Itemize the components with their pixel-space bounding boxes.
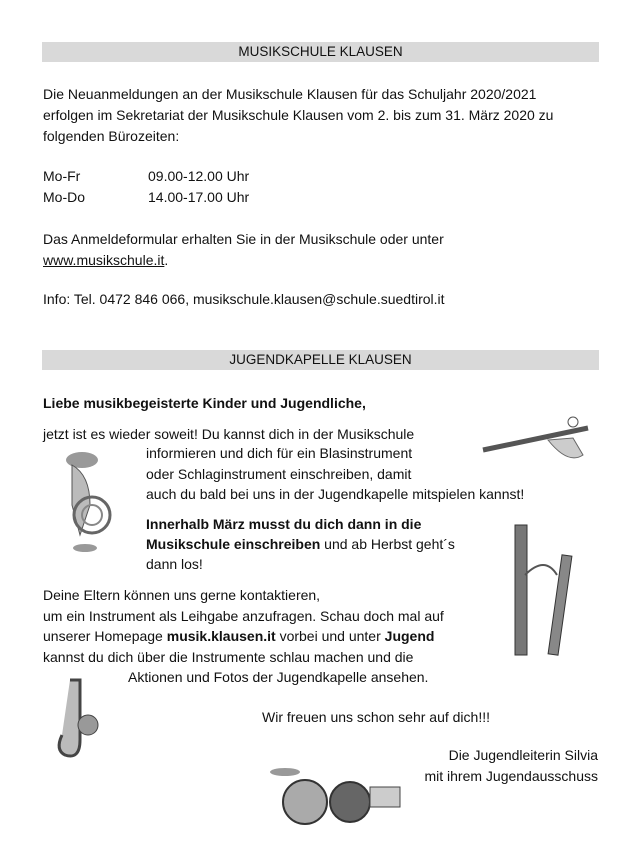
info-line: Info: Tel. 0472 846 066, musikschule.klausen@schule.suedtirol.it bbox=[43, 291, 445, 307]
paragraph-line: informieren und dich für ein Blasinstrument bbox=[146, 445, 413, 461]
paragraph-line bbox=[146, 535, 455, 553]
horn-character-illustration bbox=[50, 445, 130, 555]
hours-days: Mo-Do bbox=[43, 189, 86, 205]
signature-line: Die Jugendleiterin Silvia bbox=[448, 747, 598, 763]
form-text: Das Anmeldeformular erhalten Sie in der Musikschule oder unter bbox=[43, 231, 444, 247]
signature-line: mit ihrem Jugendausschuss bbox=[424, 768, 598, 784]
hours-days: Mo-Fr bbox=[43, 168, 81, 184]
link-line bbox=[43, 251, 168, 269]
text: vorbei und unter bbox=[275, 628, 385, 644]
bold-text: Musikschule einschreiben bbox=[146, 536, 321, 552]
saxophone-character-illustration bbox=[50, 670, 110, 770]
section-header-jugendkapelle: JUGENDKAPELLE KLAUSEN bbox=[42, 350, 599, 370]
flute-character-illustration bbox=[478, 410, 598, 470]
intro-line: folgenden Bürozeiten: bbox=[43, 128, 180, 144]
paragraph-line: Innerhalb März musst du dich dann in die bbox=[146, 516, 422, 532]
paragraph-line: oder Schlaginstrument einschreiben, damit bbox=[146, 466, 412, 482]
intro-line: erfolgen im Sekretariat der Musikschule Klausen vom 2. bis zum 31. März 2020 zu bbox=[43, 107, 554, 123]
intro-line: Die Neuanmeldungen an der Musikschule Klausen für das Schuljahr 2020/2021 bbox=[43, 86, 537, 102]
musikschule-link[interactable]: www.musikschule.it bbox=[43, 252, 165, 268]
paragraph-line bbox=[43, 627, 434, 645]
text: und ab Herbst geht´s bbox=[320, 536, 455, 552]
text: unserer Homepage bbox=[43, 628, 167, 644]
section-header-musikschule: MUSIKSCHULE KLAUSEN bbox=[42, 42, 599, 62]
paragraph-line: Deine Eltern können uns gerne kontaktieren, bbox=[43, 587, 321, 603]
period: . bbox=[164, 252, 169, 268]
bassoon-characters-illustration bbox=[495, 515, 595, 665]
hours-time: 09.00-12.00 Uhr bbox=[148, 168, 250, 184]
hours-time: 14.00-17.00 Uhr bbox=[148, 189, 250, 205]
homepage-link[interactable]: musik.klausen.it bbox=[166, 628, 276, 644]
paragraph-line: um ein Instrument als Leihgabe anzufragen. Schau doch mal auf bbox=[43, 608, 444, 624]
paragraph-line: auch du bald bei uns in der Jugendkapelle mitspielen kannst! bbox=[146, 486, 525, 502]
paragraph-line: jetzt ist es wieder soweit! Du kannst dich in der Musikschule bbox=[43, 426, 415, 442]
bold-text: Jugend bbox=[384, 628, 435, 644]
paragraph-line: dann los! bbox=[146, 556, 203, 572]
drums-character-illustration bbox=[265, 752, 405, 832]
greeting: Liebe musikbegeisterte Kinder und Jugendliche, bbox=[43, 395, 366, 411]
paragraph-line: Aktionen und Fotos der Jugendkapelle ansehen. bbox=[128, 669, 429, 685]
closing: Wir freuen uns schon sehr auf dich!!! bbox=[262, 709, 490, 725]
paragraph-line: kannst du dich über die Instrumente schlau machen und die bbox=[43, 649, 414, 665]
